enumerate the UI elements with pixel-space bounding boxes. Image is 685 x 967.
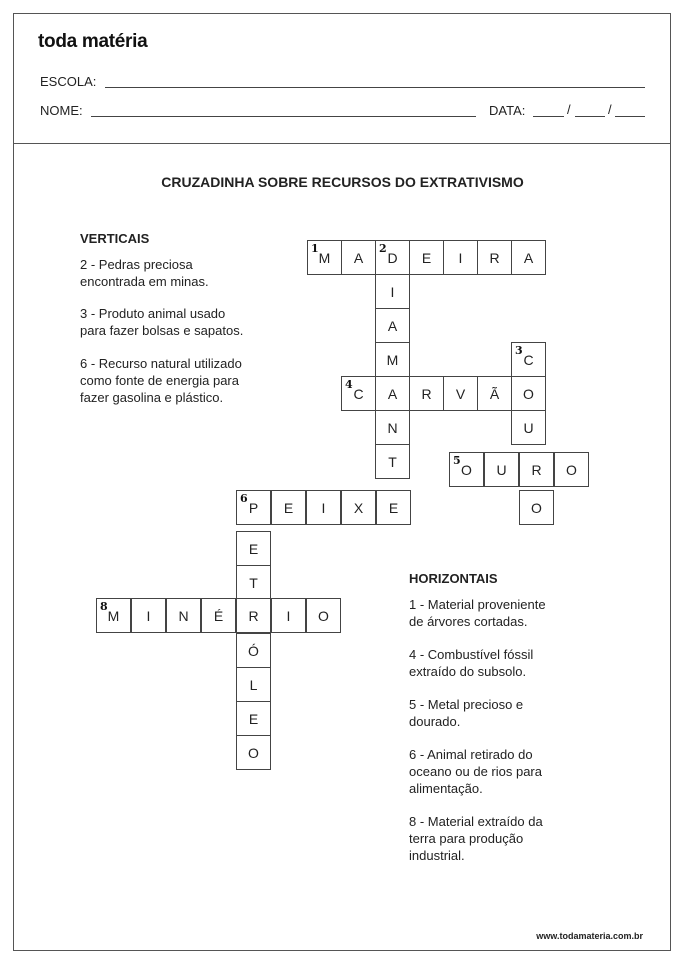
clue-text: 6 - Recurso natural utilizado como fonte de energia para fazer gasolina e plástico. [80,356,242,405]
crossword-cell[interactable] [409,376,444,411]
cell-letter: V [455,385,466,402]
horizontal-clue-6 [409,746,542,797]
crossword-cell[interactable] [375,308,410,343]
crossword-cell[interactable] [236,701,271,736]
cell-letter: U [523,419,534,436]
cell-letter: R [531,461,542,478]
date-year-field[interactable] [615,116,645,117]
crossword-cell[interactable] [443,240,478,275]
cell-letter: C [523,351,534,368]
clue-text: 4 - Combustível fóssil extraído do subsolo. [409,647,534,679]
crossword-cell[interactable] [375,376,410,411]
crossword-cell[interactable] [375,410,410,445]
crossword-cell[interactable] [236,490,271,525]
school-label: ESCOLA: [40,74,97,89]
crossword-cell[interactable] [511,240,546,275]
horizontal-clue-1 [409,596,546,630]
cell-letter: I [321,499,326,516]
date-separator: / [567,102,571,117]
crossword-cell[interactable] [306,598,341,633]
cell-letter: R [248,607,259,624]
crossword-cell[interactable] [375,240,410,275]
cell-letter: I [286,607,291,624]
crossword-cell[interactable] [484,452,519,487]
cell-letter: A [387,385,398,402]
cell-letter: A [387,317,398,334]
crossword-cell[interactable] [376,490,411,525]
clue-number: 4 [345,378,353,391]
crossword-cell[interactable] [341,490,376,525]
crossword-cell[interactable] [519,490,554,525]
cell-letter: E [248,540,259,557]
crossword-cell[interactable] [341,376,376,411]
brand-logo[interactable]: toda matéria [38,31,148,52]
cell-letter: Ã [489,385,500,402]
crossword-cell[interactable] [477,240,512,275]
cell-letter: I [458,249,463,266]
crossword-cell[interactable] [131,598,166,633]
crossword-cell[interactable] [341,240,376,275]
cell-letter: E [421,249,432,266]
crossword-cell[interactable] [409,240,444,275]
horizontais-heading: HORIZONTAIS [409,571,498,586]
crossword-cell[interactable] [236,565,271,600]
cell-letter: N [178,607,189,624]
crossword-cell[interactable] [236,667,271,702]
crossword-cell[interactable] [201,598,236,633]
cell-letter: O [566,461,577,478]
cell-letter: E [388,499,399,516]
cell-letter: N [387,419,398,436]
horizontal-clue-4 [409,646,533,680]
crossword-cell[interactable] [166,598,201,633]
school-field[interactable] [105,87,645,88]
crossword-cell[interactable] [519,452,554,487]
clue-text: 3 - Produto animal usado para fazer bolsas e sapatos. [80,306,244,338]
crossword-cell[interactable] [236,598,271,633]
cell-letter: O [248,744,259,761]
clue-number: 8 [100,600,108,613]
cell-letter: É [213,607,224,624]
cell-letter: A [353,249,364,266]
crossword-cell[interactable] [236,735,271,770]
clue-text: 6 - Animal retirado do oceano ou de rios para alimentação. [409,747,542,796]
crossword-cell[interactable] [236,633,271,668]
name-label: NOME: [40,103,83,118]
crossword-cell[interactable] [96,598,131,633]
cell-letter: R [421,385,432,402]
crossword-cell[interactable] [443,376,478,411]
cell-letter: O [531,499,542,516]
cell-letter: X [353,499,364,516]
cell-letter: M [318,249,331,266]
crossword-cell[interactable] [477,376,512,411]
crossword-cell[interactable] [449,452,484,487]
horizontal-clue-5 [409,696,523,730]
cell-letter: Ó [248,642,259,659]
cell-letter: R [489,249,500,266]
cell-letter: O [523,385,534,402]
clue-number: 1 [311,242,319,255]
cell-letter: I [390,283,395,300]
vertical-clue-2 [80,256,209,290]
cell-letter: O [318,607,329,624]
crossword-cell[interactable] [511,410,546,445]
date-separator: / [608,102,612,117]
crossword-cell[interactable] [511,342,546,377]
date-label: DATA: [489,103,526,118]
crossword-cell[interactable] [307,240,342,275]
crossword-cell[interactable] [271,490,306,525]
date-day-field[interactable] [533,116,564,117]
cell-letter: P [248,499,259,516]
header-divider [13,143,671,144]
cell-letter: T [249,574,258,591]
crossword-cell[interactable] [554,452,589,487]
date-month-field[interactable] [575,116,605,117]
cell-letter: E [283,499,294,516]
crossword-cell[interactable] [271,598,306,633]
verticais-heading: VERTICAIS [80,231,150,246]
cell-letter: M [386,351,399,368]
worksheet-title: CRUZADINHA SOBRE RECURSOS DO EXTRATIVISMO [161,174,524,190]
cell-letter: U [496,461,507,478]
cell-letter: O [461,461,472,478]
crossword-cell[interactable] [375,274,410,309]
crossword-cell[interactable] [306,490,341,525]
crossword-cell[interactable] [375,342,410,377]
footer-url[interactable]: www.todamateria.com.br [536,931,643,941]
cell-letter: M [107,607,120,624]
horizontal-clue-8 [409,813,543,864]
cell-letter: I [146,607,151,624]
clue-text: 1 - Material proveniente de árvores cortadas. [409,597,546,629]
vertical-clue-6 [80,355,242,406]
cell-letter: D [387,249,398,266]
clue-text: 5 - Metal precioso e dourado. [409,697,524,729]
clue-number: 5 [453,454,461,467]
crossword-cell[interactable] [236,531,271,566]
clue-number: 6 [240,492,248,505]
cell-letter: L [249,676,258,693]
crossword-cell[interactable] [375,444,410,479]
clue-text: 8 - Material extraído da terra para produção industrial. [409,814,543,863]
name-field[interactable] [91,116,476,117]
clue-number: 3 [515,344,523,357]
clue-text: 2 - Pedras preciosa encontrada em minas. [80,257,209,289]
clue-number: 2 [379,242,387,255]
cell-letter: C [353,385,364,402]
cell-letter: E [248,710,259,727]
cell-letter: A [523,249,534,266]
vertical-clue-3 [80,305,243,339]
crossword-cell[interactable] [511,376,546,411]
cell-letter: T [388,453,397,470]
